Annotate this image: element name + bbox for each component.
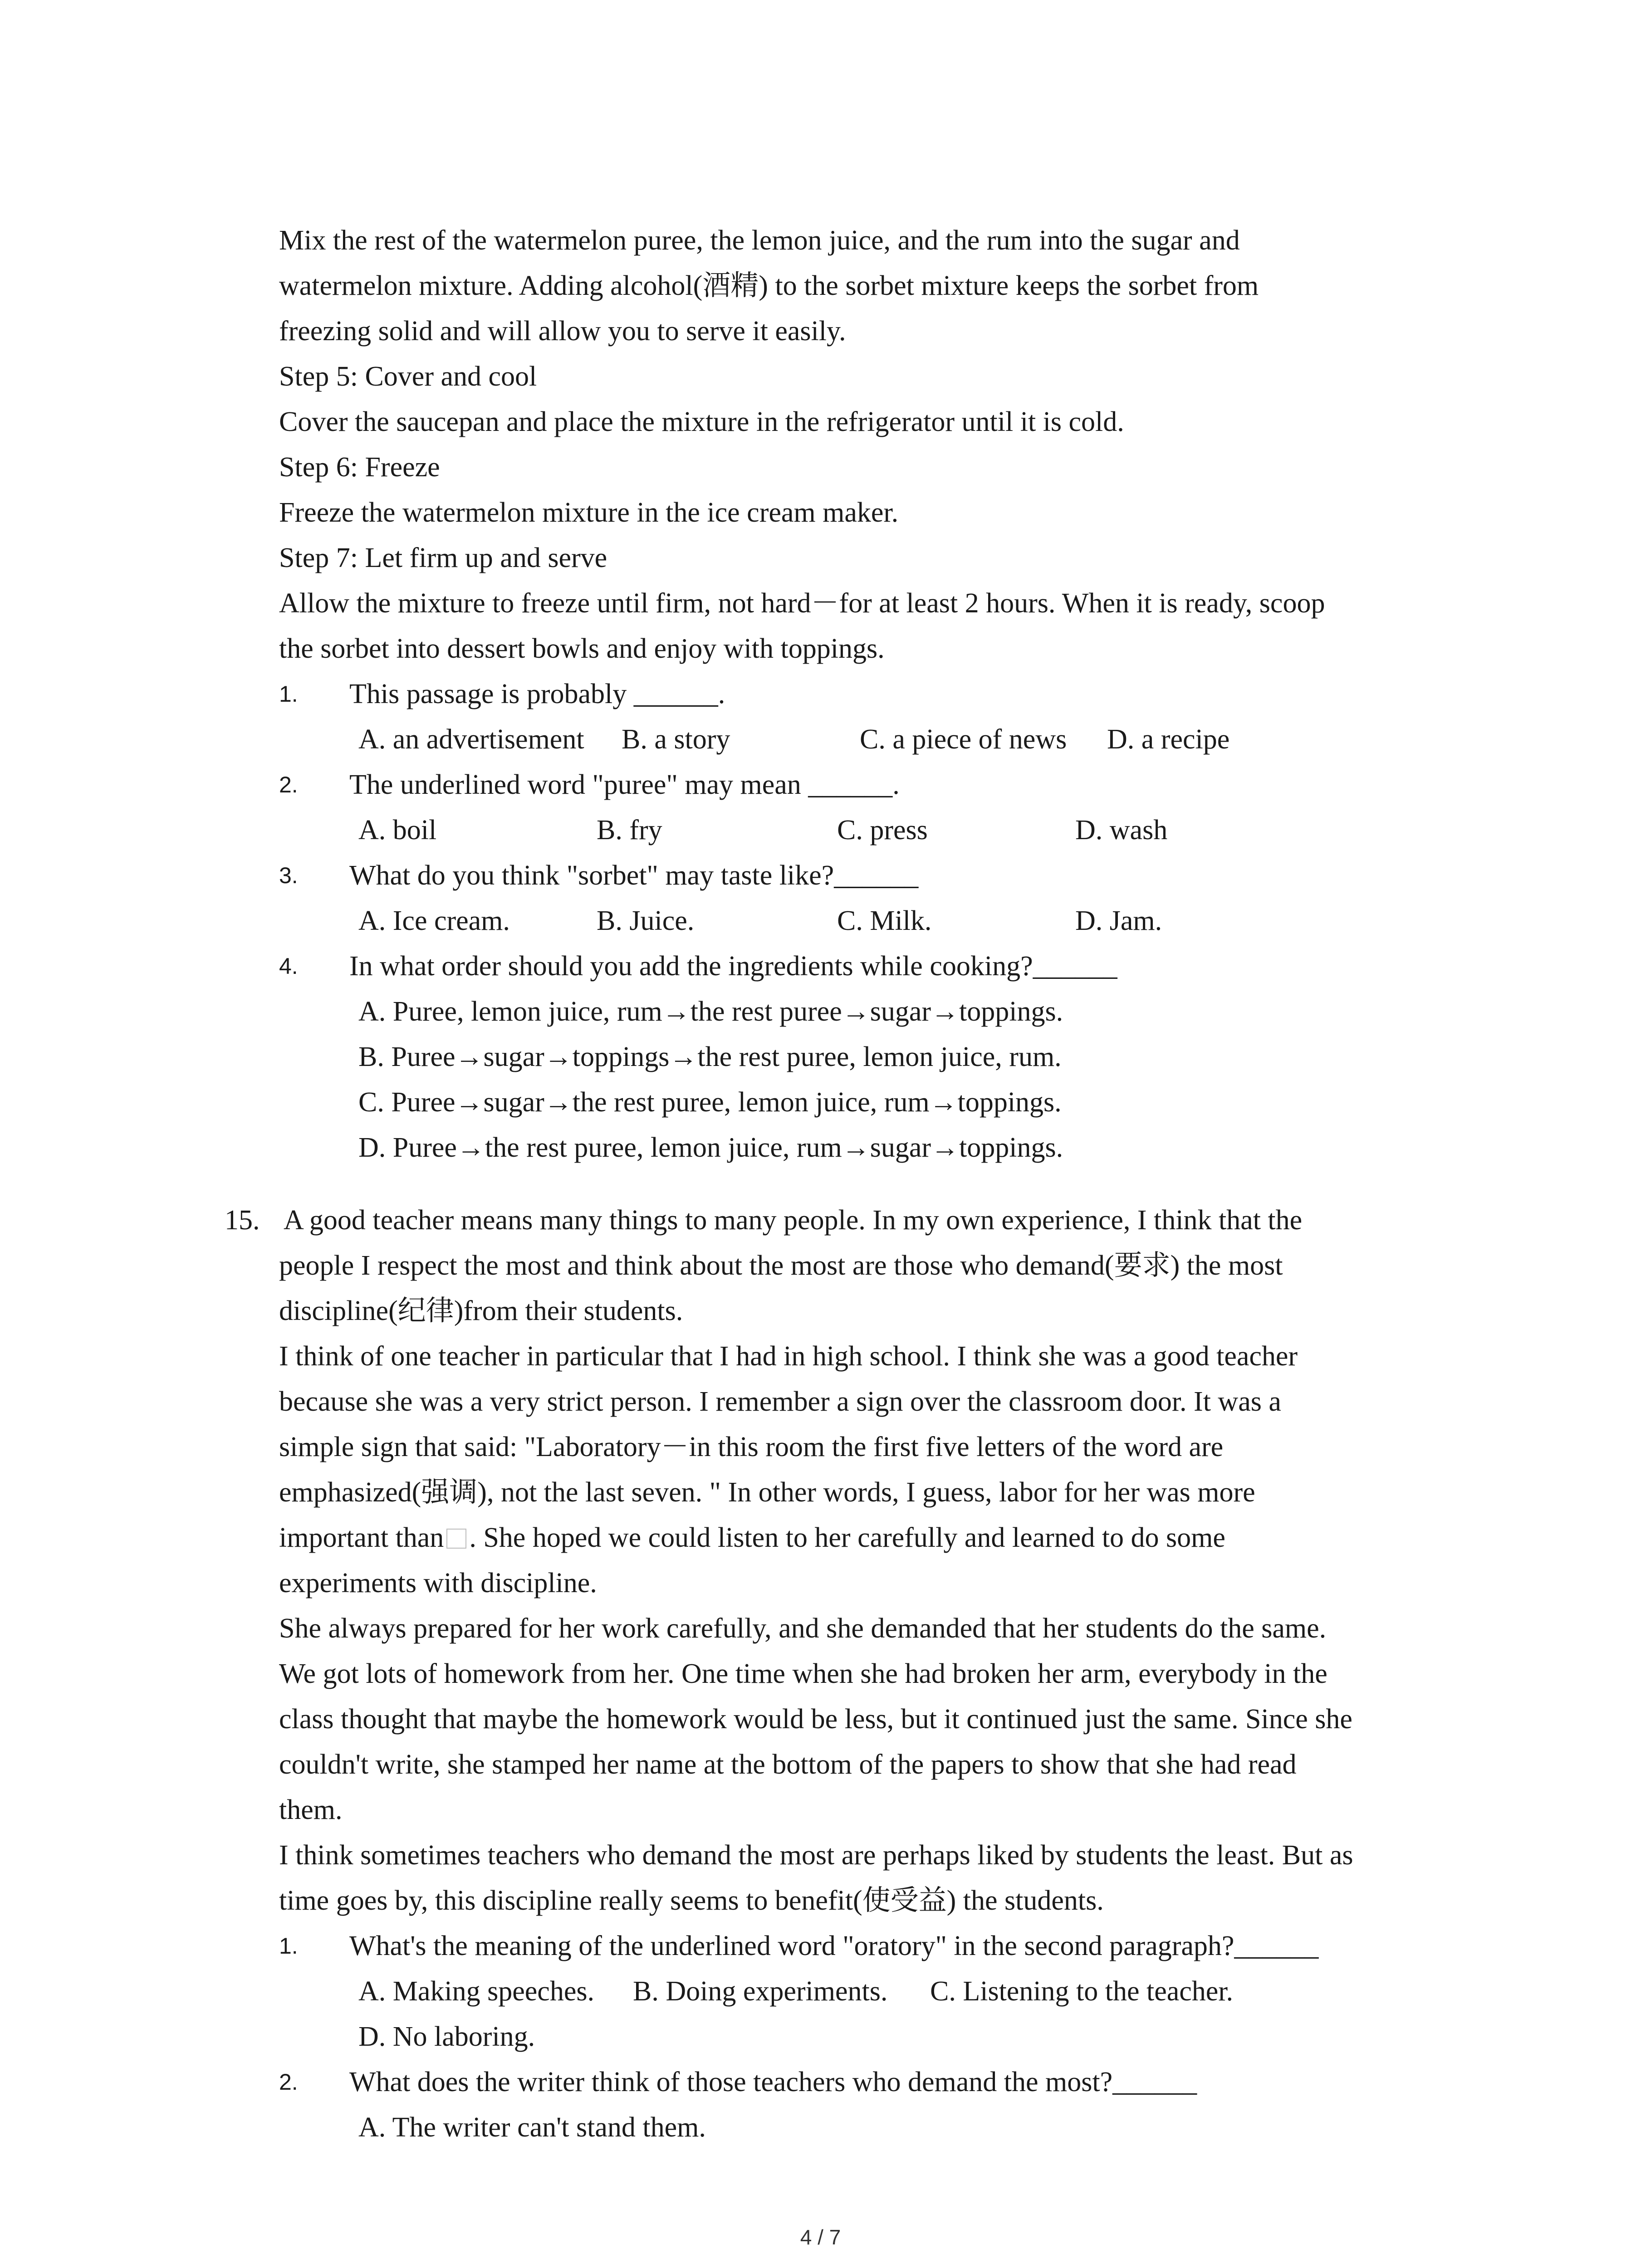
step-heading: Step 5: Cover and cool <box>279 361 537 392</box>
answer-option: C. Milk. <box>837 905 932 936</box>
question-text: In what order should you add the ingredients while cooking?______ <box>349 951 1117 982</box>
answer-option: B. Puree→sugar→toppings→the rest puree, lemon juice, rum. <box>358 1041 1062 1072</box>
paragraph-line: I think of one teacher in particular that I had in high school. I think she was a good teacher <box>279 1341 1298 1372</box>
answer-option: A. an advertisement <box>358 724 584 755</box>
paragraph-line: Cover the saucepan and place the mixture in the refrigerator until it is cold. <box>279 406 1124 437</box>
paragraph-line: people I respect the most and think about the most are those who demand(要求) the most <box>279 1250 1283 1281</box>
paragraph-line: freezing solid and will allow you to serve it easily. <box>279 316 846 347</box>
question-text: This passage is probably ______. <box>349 679 725 709</box>
answer-option: D. No laboring. <box>358 2021 535 2052</box>
question-number: 3. <box>279 863 298 888</box>
step-heading: Step 6: Freeze <box>279 452 440 483</box>
paragraph-line: the sorbet into dessert bowls and enjoy with toppings. <box>279 633 885 664</box>
paragraph-line: Freeze the watermelon mixture in the ice cream maker. <box>279 497 899 528</box>
paragraph-line: watermelon mixture. Adding alcohol(酒精) to the sorbet mixture keeps the sorbet from <box>279 270 1259 301</box>
paragraph-line: discipline(纪律)from their students. <box>279 1295 683 1326</box>
page-indicator: 4 / 7 <box>800 2225 841 2249</box>
paragraph-line: time goes by, this discipline really seems to benefit(使受益) the students. <box>279 1885 1104 1916</box>
question-number: 2. <box>279 772 298 797</box>
answer-option: C. press <box>837 815 928 846</box>
paragraph-line: She always prepared for her work carefully, and she demanded that her students do the same. <box>279 1613 1327 1644</box>
question-text: What does the writer think of those teachers who demand the most?______ <box>349 2067 1197 2097</box>
paragraph-line: class thought that maybe the homework would be less, but it continued just the same. Since she <box>279 1704 1352 1735</box>
answer-option: B. a story <box>622 724 730 755</box>
answer-option: B. Doing experiments. <box>633 1976 888 2007</box>
answer-option: D. Jam. <box>1075 905 1162 936</box>
question-number: 15. <box>225 1205 260 1236</box>
paragraph-line: experiments with discipline. <box>279 1568 597 1598</box>
paragraph-line: Mix the rest of the watermelon puree, the lemon juice, and the rum into the sugar and <box>279 225 1240 256</box>
paragraph-line: A good teacher means many things to many people. In my own experience, I think that the <box>284 1205 1303 1236</box>
paragraph-fragment: important than <box>279 1522 444 1553</box>
answer-option: A. Making speeches. <box>358 1976 594 2007</box>
answer-option: D. a recipe <box>1107 724 1230 755</box>
question-text: What's the meaning of the underlined word "oratory" in the second paragraph?______ <box>349 1931 1319 1961</box>
question-text: What do you think "sorbet" may taste like?______ <box>349 860 919 891</box>
question-text: The underlined word "puree" may mean ______. <box>349 769 900 800</box>
paragraph-line: emphasized(强调), not the last seven. " In other words, I guess, labor for her was more <box>279 1477 1255 1508</box>
answer-option: C. a piece of news <box>860 724 1067 755</box>
question-number: 2. <box>279 2069 298 2095</box>
answer-option: C. Listening to the teacher. <box>930 1976 1234 2007</box>
paragraph-fragment: . She hoped we could listen to her carefully and learned to do some <box>469 1522 1225 1553</box>
answer-option: A. Puree, lemon juice, rum→the rest puree→sugar→toppings. <box>358 996 1063 1027</box>
paragraph-line: them. <box>279 1794 343 1825</box>
paragraph-line: We got lots of homework from her. One time when she had broken her arm, everybody in the <box>279 1658 1327 1689</box>
question-number: 4. <box>279 953 298 979</box>
paragraph-line: couldn't write, she stamped her name at the bottom of the papers to show that she had read <box>279 1749 1297 1780</box>
paragraph-line: because she was a very strict person. I remember a sign over the classroom door. It was a <box>279 1386 1281 1417</box>
answer-option: A. boil <box>358 815 437 846</box>
question-number: 1. <box>279 1933 298 1959</box>
answer-option: B. Juice. <box>597 905 695 936</box>
step-heading: Step 7: Let firm up and serve <box>279 543 607 573</box>
answer-option: A. The writer can't stand them. <box>358 2112 706 2143</box>
answer-option: C. Puree→sugar→the rest puree, lemon juice, rum→toppings. <box>358 1087 1062 1118</box>
paragraph-line <box>279 1515 1225 1560</box>
answer-option: B. fry <box>597 815 662 846</box>
missing-glyph-box <box>446 1529 466 1549</box>
question-number: 1. <box>279 681 298 707</box>
answer-option: D. Puree→the rest puree, lemon juice, rum→sugar→toppings. <box>358 1132 1063 1163</box>
answer-option: A. Ice cream. <box>358 905 510 936</box>
answer-option: D. wash <box>1075 815 1168 846</box>
paragraph-line: I think sometimes teachers who demand the most are perhaps liked by students the least. But as <box>279 1840 1353 1871</box>
paragraph-line: Allow the mixture to freeze until firm, not hard－for at least 2 hours. When it is ready, scoop <box>279 588 1325 619</box>
paragraph-line: simple sign that said: "Laboratory－in this room the first five letters of the word are <box>279 1432 1224 1462</box>
